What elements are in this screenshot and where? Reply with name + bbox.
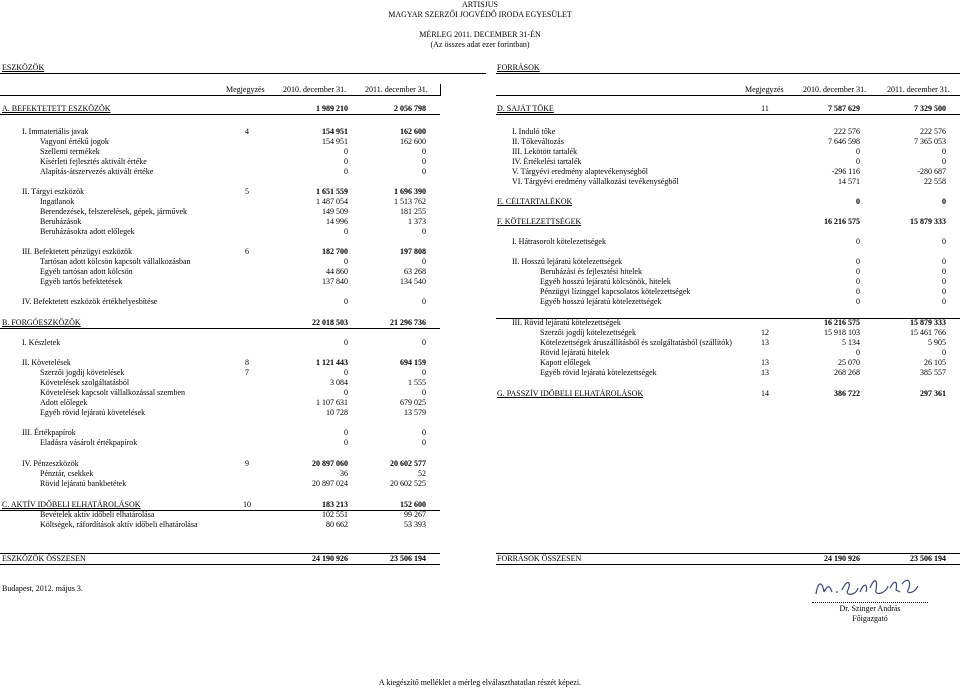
document-title: MÉRLEG 2011. DECEMBER 31-ÉN — [419, 30, 541, 39]
org-name: ARTISJUS — [462, 0, 498, 9]
liability-row-2011: 0 — [942, 348, 946, 357]
liability-row-label: D. SAJÁT TŐKE — [497, 104, 554, 113]
asset-row-2010: 154 951 — [322, 127, 348, 136]
asset-row-2011: 134 540 — [400, 277, 426, 286]
asset-row-note: 10 — [243, 500, 251, 509]
asset-row-2011: 13 579 — [404, 408, 426, 417]
asset-row-2011: 0 — [422, 438, 426, 447]
liability-row-2011: 0 — [942, 297, 946, 306]
right-total-bottom-rule — [496, 564, 960, 565]
liability-row-2011: 5 905 — [928, 338, 946, 347]
liability-group-rule — [496, 114, 960, 115]
liability-row-label: Kötelezettségek áruszállításból és szolgáltatásból (szállítók) — [540, 338, 732, 347]
asset-row-2011: 694 159 — [400, 358, 426, 367]
liability-row-2011: 7 329 500 — [914, 104, 946, 113]
right-header-note: Megjegyzés — [745, 85, 784, 94]
liability-row-2011: 7 365 053 — [914, 137, 946, 146]
liability-row-label: V. Tárgyévi eredmény alaptevékenységből — [512, 167, 648, 176]
asset-row-2010: 182 700 — [322, 247, 348, 256]
liability-row-2010: 0 — [856, 348, 860, 357]
footer-note: A kiegészítő melléklet a mérleg elválaszthatatlan részét képezi. — [378, 678, 582, 687]
asset-row-2011: 53 393 — [404, 520, 426, 529]
asset-row-note: 6 — [245, 247, 249, 256]
right-section-title: FORRÁSOK — [497, 63, 540, 72]
asset-row-note: 8 — [245, 358, 249, 367]
liability-row-2010: 0 — [856, 257, 860, 266]
liabilities-total-2011: 23 506 194 — [910, 554, 946, 563]
liability-row-2010: 0 — [856, 147, 860, 156]
asset-row-2010: 154 951 — [322, 137, 348, 146]
asset-row-2010: 0 — [344, 227, 348, 236]
liability-row-2011: 0 — [942, 147, 946, 156]
asset-row-2011: 0 — [422, 338, 426, 347]
asset-row-2011: 1 555 — [408, 378, 426, 387]
liability-row-note: 11 — [761, 104, 769, 113]
asset-row-label: Követelések kapcsolt vállalkozással szemben — [40, 388, 186, 397]
asset-row-2011: 0 — [422, 368, 426, 377]
right-header-rule — [496, 95, 960, 96]
liability-row-2011: 22 558 — [924, 177, 946, 186]
asset-row-2011: 21 296 736 — [390, 318, 426, 327]
liability-row-label: III. Rövid lejáratú kötelezettségek — [512, 318, 621, 327]
asset-row-2011: 20 602 525 — [390, 479, 426, 488]
asset-row-2011: 63 268 — [404, 267, 426, 276]
asset-row-2011: 20 602 577 — [390, 459, 426, 468]
liability-row-2011: 15 461 766 — [910, 328, 946, 337]
asset-row-label: Bevételek aktív időbeli elhatárolása — [40, 510, 155, 519]
asset-row-2010: 1 989 210 — [316, 104, 348, 113]
right-section-rule — [496, 73, 960, 74]
asset-row-label: Beruházások — [40, 217, 82, 226]
asset-row-2010: 36 — [340, 469, 348, 478]
liability-row-note: 13 — [761, 338, 769, 347]
asset-row-label: II. Tárgyi eszközök — [22, 187, 85, 196]
liabilities-total-2010: 24 190 926 — [824, 554, 860, 563]
asset-row-2010: 1 107 631 — [316, 398, 348, 407]
asset-row-label: IV. Pénzeszközök — [22, 459, 79, 468]
asset-row-label: A. BEFEKTETETT ESZKÖZÖK — [2, 104, 111, 113]
liability-row-label: II. Hosszú lejáratú kötelezettségek — [512, 257, 623, 266]
liability-row-label: Egyéb hosszú lejáratú kölcsönök, hitelek — [540, 277, 671, 286]
liability-row-2010: 7 646 598 — [828, 137, 860, 146]
org-full-name: MAGYAR SZERZŐI JOGVÉDŐ IRODA EGYESÜLET — [388, 10, 572, 19]
assets-total-2011: 23 506 194 — [390, 554, 426, 563]
liability-row-2010: 222 576 — [834, 127, 860, 136]
left-total-bottom-rule — [0, 564, 440, 565]
asset-row-2010: 0 — [344, 338, 348, 347]
asset-row-2010: 80 662 — [326, 520, 348, 529]
left-header-divider — [440, 84, 441, 96]
liability-row-note: 14 — [761, 389, 769, 398]
liability-section-rule — [496, 318, 960, 319]
liability-row-label: IV. Értékelési tartalék — [512, 157, 582, 166]
asset-row-label: C. AKTÍV IDŐBELI ELHATÁROLÁSOK — [2, 500, 141, 509]
asset-row-2011: 679 025 — [400, 398, 426, 407]
liability-row-2010: 14 571 — [838, 177, 860, 186]
asset-row-label: Beruházásokra adott előlegek — [40, 227, 135, 236]
asset-row-label: Egyéb tartós befektetések — [40, 277, 123, 286]
asset-row-label: Kísérleti fejlesztés aktivált értéke — [40, 157, 147, 166]
asset-row-2010: 1 651 559 — [316, 187, 348, 196]
asset-row-2011: 0 — [422, 167, 426, 176]
liability-row-2010: 0 — [856, 277, 860, 286]
liability-row-label: I. Induló tőke — [512, 127, 556, 136]
asset-row-2010: 14 996 — [326, 217, 348, 226]
unit-note: (Az összes adat ezer forintban) — [430, 40, 530, 49]
liability-row-label: VI. Tárgyévi eredmény vállalkozási tevékenységből — [512, 177, 679, 186]
asset-row-2010: 102 551 — [322, 510, 348, 519]
liability-row-2010: 386 722 — [834, 389, 860, 398]
asset-row-2010: 22 018 503 — [312, 318, 348, 327]
liability-row-label: Egyéb hosszú lejáratú kötelezettségek — [540, 297, 662, 306]
signature — [808, 574, 928, 602]
left-section-title: ESZKÖZÖK — [2, 63, 45, 72]
liability-row-2011: 222 576 — [920, 127, 946, 136]
liability-row-2011: 0 — [942, 237, 946, 246]
asset-row-2010: 0 — [344, 297, 348, 306]
asset-row-2010: 0 — [344, 438, 348, 447]
liability-row-2010: 5 134 — [842, 338, 860, 347]
asset-row-2011: 197 808 — [400, 247, 426, 256]
asset-row-2010: 0 — [344, 147, 348, 156]
liability-row-2011: 15 879 333 — [910, 217, 946, 226]
asset-row-label: Pénztár, csekkek — [40, 469, 94, 478]
liability-row-2010: 0 — [856, 237, 860, 246]
liability-row-2010: -296 116 — [831, 167, 860, 176]
liability-row-2011: 0 — [942, 277, 946, 286]
liability-row-2011: -280 687 — [917, 167, 946, 176]
liability-row-note: 13 — [761, 368, 769, 377]
liability-row-label: Egyéb rövid lejáratú kötelezettségek — [540, 368, 657, 377]
asset-row-label: Alapítás-átszervezés aktivált értéke — [40, 167, 154, 176]
right-header-2010: 2010. december 31. — [803, 85, 867, 94]
asset-row-2010: 20 897 024 — [312, 479, 348, 488]
asset-row-label: Adott előlegek — [40, 398, 88, 407]
liability-row-2010: 0 — [856, 157, 860, 166]
asset-row-2011: 1 696 390 — [394, 187, 426, 196]
asset-row-2011: 0 — [422, 428, 426, 437]
asset-row-2011: 0 — [422, 147, 426, 156]
asset-row-2010: 44 860 — [326, 267, 348, 276]
asset-row-2011: 0 — [422, 388, 426, 397]
liability-row-2011: 0 — [942, 157, 946, 166]
asset-group-rule — [0, 114, 440, 115]
asset-row-label: Egyéb rövid lejáratú követelések — [40, 408, 146, 417]
liability-row-2011: 15 879 333 — [910, 318, 946, 327]
asset-row-2010: 20 897 060 — [312, 459, 348, 468]
liability-row-2010: 16 216 575 — [824, 318, 860, 327]
asset-row-label: II. Követelések — [22, 358, 71, 367]
liability-row-2010: 7 587 629 — [828, 104, 860, 113]
signer-title: Főigazgató — [852, 614, 888, 623]
asset-group-rule — [0, 328, 440, 329]
liability-row-2010: 0 — [856, 267, 860, 276]
liability-row-2010: 25 070 — [838, 358, 860, 367]
asset-row-note: 7 — [245, 368, 249, 377]
asset-row-2011: 99 267 — [404, 510, 426, 519]
assets-total-2010: 24 190 926 — [312, 554, 348, 563]
place-and-date: Budapest, 2012. május 3. — [2, 584, 83, 593]
liability-row-label: I. Hátrasorolt kötelezettségek — [512, 237, 606, 246]
asset-row-2011: 162 600 — [400, 127, 426, 136]
asset-row-2010: 10 728 — [326, 408, 348, 417]
asset-row-2011: 0 — [422, 297, 426, 306]
signer-name: Dr. Szinger András — [839, 604, 901, 613]
asset-row-2010: 0 — [344, 388, 348, 397]
asset-row-2011: 0 — [422, 227, 426, 236]
asset-row-note: 9 — [245, 459, 249, 468]
left-header-2010: 2010. december 31. — [283, 85, 347, 94]
liability-row-label: Kapott előlegek — [540, 358, 591, 367]
asset-row-2011: 1 513 762 — [394, 197, 426, 206]
liability-row-2011: 297 361 — [920, 389, 946, 398]
assets-total-label: ESZKÖZÖK ÖSSZESEN — [2, 554, 86, 563]
right-header-2011: 2011. december 31. — [887, 85, 950, 94]
asset-row-2010: 1 487 054 — [316, 197, 348, 206]
left-header-2011: 2011. december 31. — [365, 85, 428, 94]
liability-row-2011: 385 557 — [920, 368, 946, 377]
liability-row-note: 12 — [761, 328, 769, 337]
signature-line — [812, 602, 928, 603]
asset-row-2010: 0 — [344, 368, 348, 377]
asset-row-2011: 2 056 798 — [394, 104, 426, 113]
asset-row-2011: 152 600 — [400, 500, 426, 509]
liability-row-label: II. Tőkeváltozás — [512, 137, 564, 146]
liabilities-total-label: FORRÁSOK ÖSSZESEN — [497, 554, 582, 563]
liability-row-2010: 0 — [856, 287, 860, 296]
asset-row-2010: 183 213 — [322, 500, 348, 509]
liability-row-label: F. KÖTELEZETTSÉGEK — [497, 217, 582, 226]
liability-row-2010: 16 216 575 — [824, 217, 860, 226]
liability-row-label: E. CÉLTARTALÉKOK — [497, 197, 573, 206]
asset-row-2010: 3 084 — [330, 378, 348, 387]
asset-row-label: Szellemi termékek — [40, 147, 100, 156]
asset-row-label: III. Értékpapírok — [22, 428, 76, 437]
asset-row-2010: 1 121 443 — [316, 358, 348, 367]
left-header-rule — [0, 95, 440, 96]
asset-row-label: Költségek, ráfordítások aktív időbeli elhatárolása — [40, 520, 198, 529]
asset-row-note: 4 — [245, 127, 249, 136]
asset-row-label: III. Befektetett pénzügyi eszközök — [22, 247, 133, 256]
liability-row-label: Pénzügyi lízinggel kapcsolatos kötelezettségek — [540, 287, 691, 296]
asset-row-label: Ingatlanok — [40, 197, 75, 206]
asset-row-label: Egyéb tartósan adott kölcsön — [40, 267, 133, 276]
asset-row-label: Követelések szolgáltatásból — [40, 378, 130, 387]
asset-row-label: I. Immateriális javak — [22, 127, 89, 136]
left-header-note: Megjegyzés — [226, 85, 265, 94]
asset-row-2011: 181 255 — [400, 207, 426, 216]
asset-row-label: IV. Befektetett eszközök értékhelyesbítése — [22, 297, 158, 306]
asset-row-label: Szerzői jogdíj követelések — [40, 368, 125, 377]
asset-row-2010: 137 840 — [322, 277, 348, 286]
asset-row-2011: 1 373 — [408, 217, 426, 226]
liability-row-label: Beruházási és fejlesztési hitelek — [540, 267, 642, 276]
asset-row-label: Rövid lejáratú bankbetétek — [40, 479, 127, 488]
liability-row-2010: 0 — [856, 297, 860, 306]
asset-row-label: Vagyoni értékű jogok — [40, 137, 109, 146]
liability-row-2011: 0 — [942, 287, 946, 296]
liability-row-2010: 15 918 103 — [824, 328, 860, 337]
liability-row-2011: 0 — [942, 267, 946, 276]
asset-row-2010: 0 — [344, 257, 348, 266]
liability-row-note: 13 — [761, 358, 769, 367]
asset-row-label: B. FORGÓESZKÖZÖK — [2, 318, 81, 327]
liability-row-2011: 0 — [942, 197, 946, 206]
asset-row-2010: 0 — [344, 167, 348, 176]
liability-row-label: Szerzői jogdíj kötelezettségek — [540, 328, 636, 337]
asset-row-2011: 52 — [418, 469, 426, 478]
asset-row-2011: 0 — [422, 157, 426, 166]
asset-row-label: Berendezések, felszerelések, gépek, járművek — [40, 207, 188, 216]
left-section-rule — [0, 73, 486, 74]
liability-row-2011: 0 — [942, 257, 946, 266]
asset-row-2011: 0 — [422, 257, 426, 266]
asset-row-label: Eladásra vásárolt értékpapírok — [40, 438, 138, 447]
asset-row-2011: 162 600 — [400, 137, 426, 146]
liability-row-2010: 268 268 — [834, 368, 860, 377]
asset-row-note: 5 — [245, 187, 249, 196]
asset-row-2010: 0 — [344, 157, 348, 166]
liability-row-2011: 26 105 — [924, 358, 946, 367]
asset-row-2010: 0 — [344, 428, 348, 437]
asset-row-2010: 149 509 — [322, 207, 348, 216]
liability-row-label: Rövid lejáratú hitelek — [540, 348, 610, 357]
asset-row-label: I. Készletek — [22, 338, 61, 347]
asset-row-label: Tartósan adott kölcsön kapcsolt vállalkozásban — [40, 257, 191, 266]
liability-row-label: III. Lekötött tartalék — [512, 147, 578, 156]
liability-row-2010: 0 — [856, 197, 860, 206]
liability-row-label: G. PASSZÍV IDŐBELI ELHATÁROLÁSOK — [497, 389, 644, 398]
